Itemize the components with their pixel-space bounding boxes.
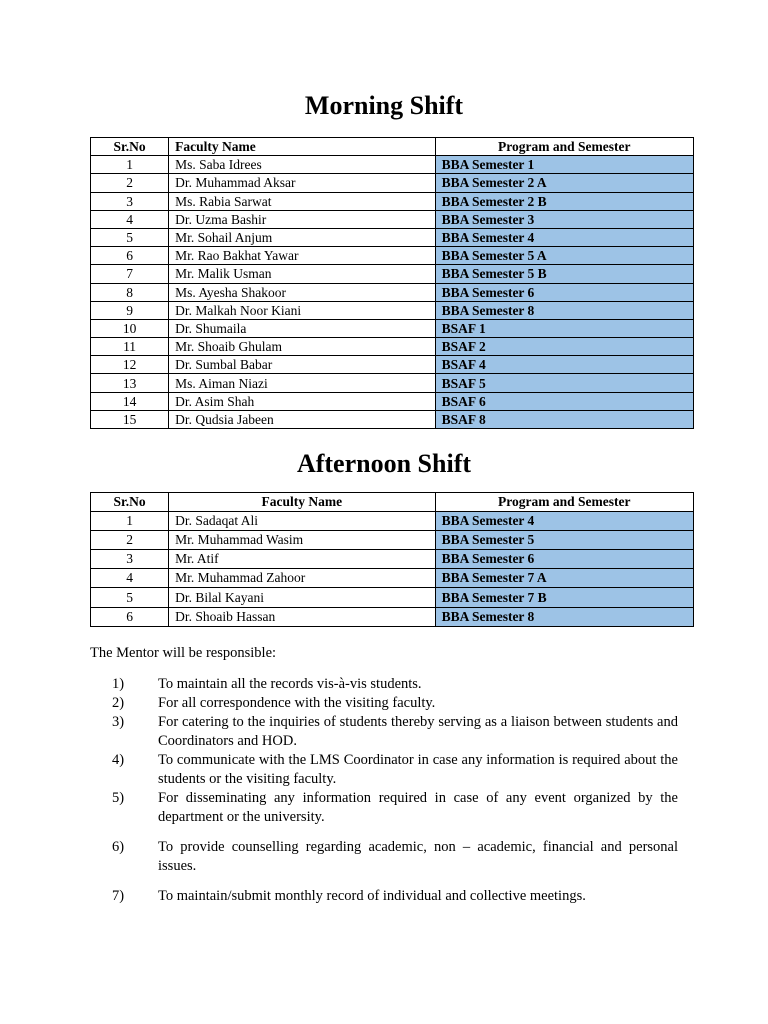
faculty-name-cell: Dr. Asim Shah bbox=[169, 392, 435, 410]
program-semester-cell: BBA Semester 6 bbox=[435, 550, 693, 569]
program-semester-cell: BBA Semester 4 bbox=[435, 512, 693, 531]
program-semester-cell: BSAF 4 bbox=[435, 356, 693, 374]
sr-no-cell: 11 bbox=[91, 338, 169, 356]
list-item bbox=[90, 789, 678, 827]
afternoon-shift-title: Afternoon Shift bbox=[296, 449, 472, 478]
list-item-text: For disseminating any information required in case of any event organized by the department or the university. bbox=[158, 790, 678, 825]
sr-no-cell: 12 bbox=[91, 356, 169, 374]
sr-no-cell: 1 bbox=[91, 156, 169, 174]
sr-no-cell: 5 bbox=[91, 228, 169, 246]
program-semester-cell: BBA Semester 6 bbox=[435, 283, 693, 301]
table-row bbox=[91, 531, 694, 550]
faculty-name-cell: Mr. Sohail Anjum bbox=[169, 228, 435, 246]
program-semester-cell: BBA Semester 7 B bbox=[435, 588, 693, 607]
list-item-text: For all correspondence with the visiting faculty. bbox=[158, 695, 436, 711]
program-semester-cell: BBA Semester 8 bbox=[435, 301, 693, 319]
list-item-number: 1) bbox=[112, 676, 125, 692]
faculty-name-cell: Mr. Malik Usman bbox=[169, 265, 435, 283]
table-row bbox=[91, 374, 694, 392]
program-semester-cell: BBA Semester 7 A bbox=[435, 569, 693, 588]
program-semester-cell: BBA Semester 5 B bbox=[435, 265, 693, 283]
table-row bbox=[91, 156, 694, 174]
program-semester-header: Program and Semester bbox=[435, 138, 693, 156]
list-item bbox=[90, 751, 678, 789]
list-item-number: 3) bbox=[112, 714, 125, 730]
faculty-name-header: Faculty Name bbox=[169, 493, 435, 512]
table-row bbox=[91, 569, 694, 588]
table-row bbox=[91, 174, 694, 192]
table-row bbox=[91, 301, 694, 319]
table-row bbox=[91, 607, 694, 626]
faculty-name-cell: Dr. Muhammad Aksar bbox=[169, 174, 435, 192]
morning-shift-table bbox=[90, 137, 694, 429]
table-row bbox=[91, 338, 694, 356]
sr-no-cell: 10 bbox=[91, 319, 169, 337]
table-row bbox=[91, 512, 694, 531]
sr-no-cell: 9 bbox=[91, 301, 169, 319]
program-semester-cell: BBA Semester 8 bbox=[435, 607, 693, 626]
program-semester-cell: BBA Semester 1 bbox=[435, 156, 693, 174]
faculty-name-cell: Dr. Sadaqat Ali bbox=[169, 512, 435, 531]
table-row bbox=[91, 588, 694, 607]
afternoon-shift-table bbox=[90, 492, 694, 627]
list-item bbox=[90, 713, 678, 751]
table-row bbox=[91, 319, 694, 337]
sr-no-cell: 8 bbox=[91, 283, 169, 301]
sr-no-header: Sr.No bbox=[91, 493, 169, 512]
mentor-responsibilities-intro: The Mentor will be responsible: bbox=[90, 645, 277, 661]
faculty-name-cell: Ms. Aiman Niazi bbox=[169, 374, 435, 392]
faculty-name-cell: Mr. Muhammad Zahoor bbox=[169, 569, 435, 588]
list-item-text: To communicate with the LMS Coordinator in case any information is required about the students or the visiting faculty. bbox=[158, 752, 678, 787]
sr-no-cell: 6 bbox=[91, 607, 169, 626]
table-row bbox=[91, 210, 694, 228]
sr-no-cell: 4 bbox=[91, 210, 169, 228]
list-item bbox=[90, 838, 678, 876]
list-item-number: 7) bbox=[112, 888, 125, 904]
list-item-text: For catering to the inquiries of students thereby serving as a liaison between students and Coordinators and HOD. bbox=[158, 714, 678, 749]
table-row bbox=[91, 283, 694, 301]
table-row bbox=[91, 265, 694, 283]
program-semester-cell: BBA Semester 2 B bbox=[435, 192, 693, 210]
faculty-name-cell: Dr. Malkah Noor Kiani bbox=[169, 301, 435, 319]
sr-no-cell: 14 bbox=[91, 392, 169, 410]
faculty-name-cell: Ms. Saba Idrees bbox=[169, 156, 435, 174]
program-semester-cell: BSAF 5 bbox=[435, 374, 693, 392]
program-semester-header: Program and Semester bbox=[435, 493, 693, 512]
faculty-name-cell: Dr. Shoaib Hassan bbox=[169, 607, 435, 626]
table-row bbox=[91, 247, 694, 265]
sr-no-cell: 13 bbox=[91, 374, 169, 392]
faculty-name-cell: Dr. Shumaila bbox=[169, 319, 435, 337]
sr-no-cell: 2 bbox=[91, 174, 169, 192]
program-semester-cell: BSAF 2 bbox=[435, 338, 693, 356]
program-semester-cell: BSAF 8 bbox=[435, 410, 693, 428]
list-item bbox=[90, 887, 678, 906]
sr-no-cell: 3 bbox=[91, 550, 169, 569]
sr-no-cell: 4 bbox=[91, 569, 169, 588]
sr-no-cell: 6 bbox=[91, 247, 169, 265]
faculty-name-cell: Ms. Rabia Sarwat bbox=[169, 192, 435, 210]
table-row bbox=[91, 228, 694, 246]
table-header-row bbox=[91, 493, 694, 512]
faculty-name-cell: Mr. Rao Bakhat Yawar bbox=[169, 247, 435, 265]
responsibilities-list bbox=[90, 675, 678, 906]
faculty-name-header: Faculty Name bbox=[169, 138, 435, 156]
program-semester-cell: BSAF 1 bbox=[435, 319, 693, 337]
program-semester-cell: BBA Semester 5 bbox=[435, 531, 693, 550]
faculty-name-cell: Mr. Atif bbox=[169, 550, 435, 569]
list-item-text: To maintain/submit monthly record of individual and collective meetings. bbox=[158, 888, 586, 904]
list-item-number: 4) bbox=[112, 752, 125, 768]
faculty-name-cell: Dr. Bilal Kayani bbox=[169, 588, 435, 607]
sr-no-header: Sr.No bbox=[91, 138, 169, 156]
faculty-name-cell: Ms. Ayesha Shakoor bbox=[169, 283, 435, 301]
list-item bbox=[90, 675, 678, 694]
sr-no-cell: 2 bbox=[91, 531, 169, 550]
faculty-name-cell: Mr. Shoaib Ghulam bbox=[169, 338, 435, 356]
program-semester-cell: BBA Semester 5 A bbox=[435, 247, 693, 265]
sr-no-cell: 15 bbox=[91, 410, 169, 428]
table-header-row bbox=[91, 138, 694, 156]
table-row bbox=[91, 356, 694, 374]
faculty-name-cell: Dr. Uzma Bashir bbox=[169, 210, 435, 228]
table-row bbox=[91, 392, 694, 410]
program-semester-cell: BSAF 6 bbox=[435, 392, 693, 410]
table-row bbox=[91, 192, 694, 210]
sr-no-cell: 5 bbox=[91, 588, 169, 607]
morning-shift-title: Morning Shift bbox=[304, 91, 464, 120]
list-item-text: To provide counselling regarding academic, non – academic, financial and personal issues. bbox=[158, 839, 678, 874]
list-item-number: 2) bbox=[112, 695, 125, 711]
faculty-name-cell: Dr. Qudsia Jabeen bbox=[169, 410, 435, 428]
table-row bbox=[91, 410, 694, 428]
program-semester-cell: BBA Semester 3 bbox=[435, 210, 693, 228]
list-item bbox=[90, 694, 678, 713]
list-item-number: 5) bbox=[112, 790, 125, 806]
table-row bbox=[91, 550, 694, 569]
faculty-name-cell: Mr. Muhammad Wasim bbox=[169, 531, 435, 550]
program-semester-cell: BBA Semester 2 A bbox=[435, 174, 693, 192]
faculty-name-cell: Dr. Sumbal Babar bbox=[169, 356, 435, 374]
list-item-text: To maintain all the records vis-à-vis students. bbox=[158, 676, 422, 692]
list-item-number: 6) bbox=[112, 839, 125, 855]
sr-no-cell: 3 bbox=[91, 192, 169, 210]
sr-no-cell: 7 bbox=[91, 265, 169, 283]
sr-no-cell: 1 bbox=[91, 512, 169, 531]
program-semester-cell: BBA Semester 4 bbox=[435, 228, 693, 246]
